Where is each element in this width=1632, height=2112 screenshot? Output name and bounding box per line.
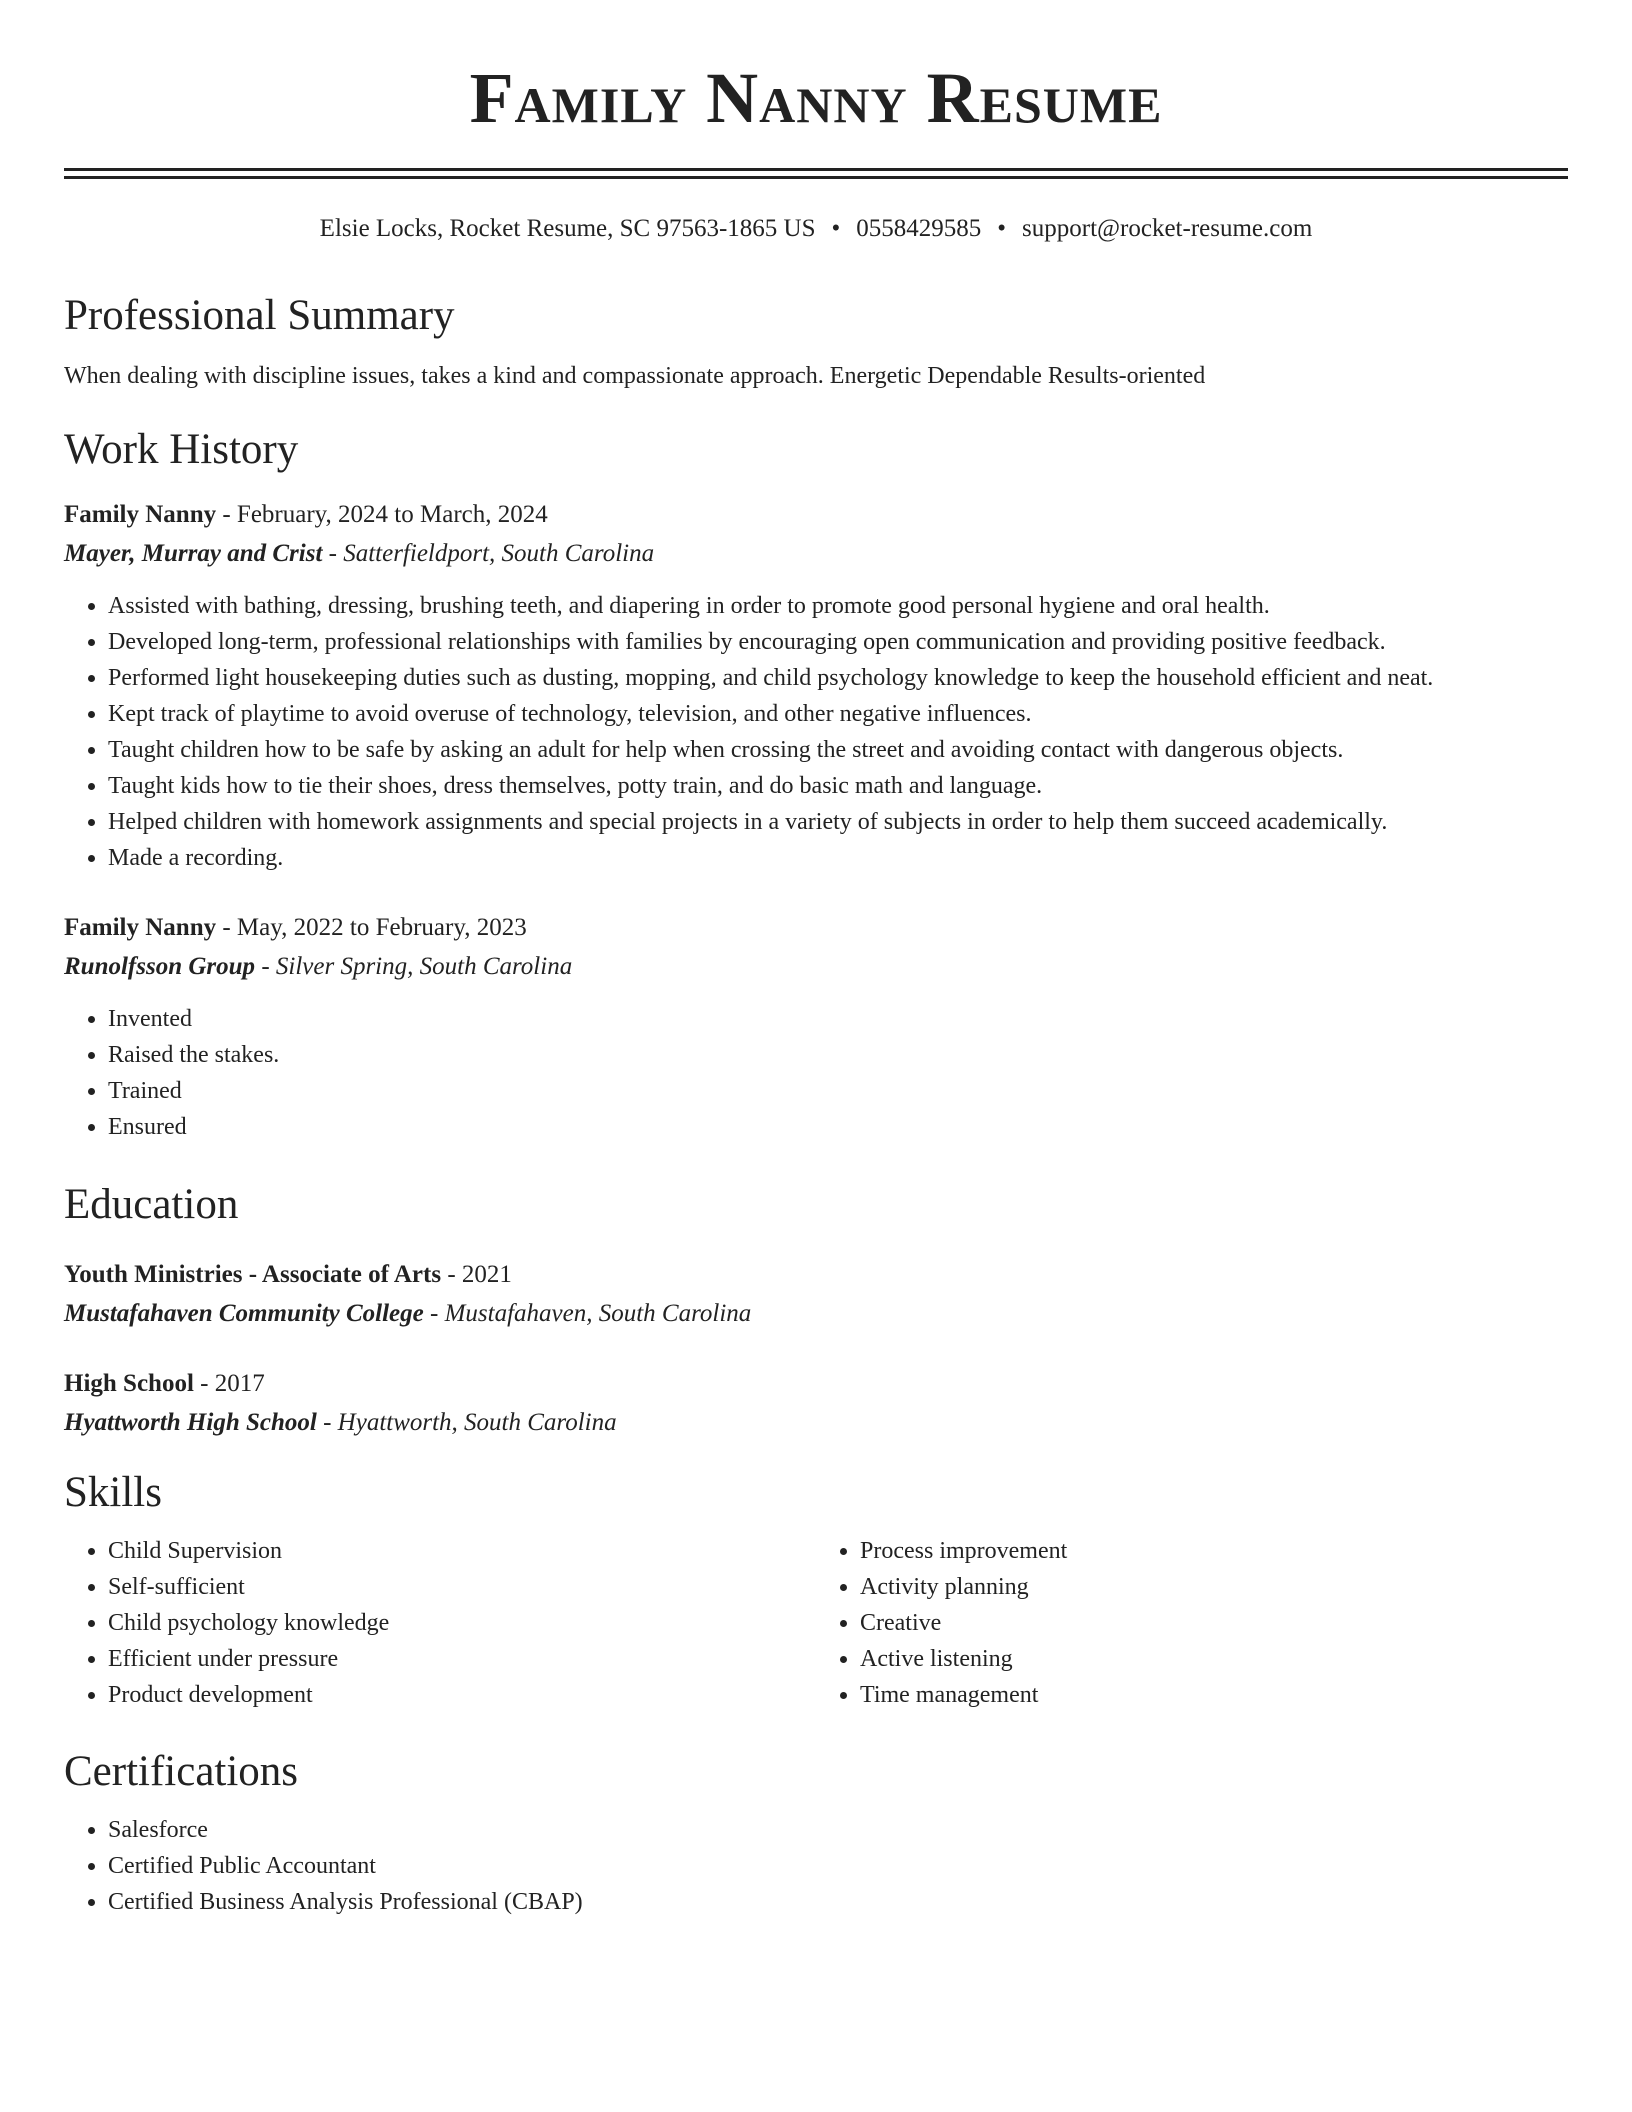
- contact-line: [64, 213, 1568, 245]
- list-item: • Child psychology knowledge: [108, 1605, 816, 1641]
- title-double-rule: [64, 168, 1568, 179]
- contact-separator: •: [997, 215, 1007, 242]
- section-heading-education: Education: [64, 1181, 239, 1228]
- job-title: Family Nanny: [64, 501, 217, 528]
- school-line: [64, 1403, 1568, 1443]
- list-item: • Certified Public Accountant: [108, 1848, 1568, 1884]
- education-entry: [64, 1256, 1568, 1334]
- job-title-line: [64, 909, 1568, 947]
- list-item: • Ensured: [108, 1109, 1568, 1145]
- section-heading-certifications: Certifications: [64, 1748, 299, 1795]
- list-item: • Process improvement: [860, 1533, 1568, 1569]
- education-entry: [64, 1365, 1568, 1443]
- contact-address: Elsie Locks, Rocket Resume, SC 97563-1865 US: [319, 215, 816, 242]
- degree-line: [64, 1256, 1568, 1294]
- education-section: [64, 1179, 1568, 1231]
- list-item: • Helped children with homework assignments and special projects in a variety of subjects in order to help them succeed academically.: [108, 804, 1568, 840]
- list-item: • Certified Business Analysis Professional (CBAP): [108, 1884, 1568, 1920]
- list-item: • Invented: [108, 1001, 1568, 1037]
- job-company: Runolfsson Group: [64, 953, 256, 980]
- job-dates: - February, 2024 to March, 2024: [216, 501, 548, 528]
- section-heading-work-history: Work History: [64, 426, 299, 473]
- job-company: Mayer, Murray and Crist: [64, 540, 323, 567]
- list-item: • Self-sufficient: [108, 1569, 816, 1605]
- job-entry: [64, 496, 1568, 876]
- school-location: - Mustafahaven, South Carolina: [423, 1300, 752, 1327]
- list-item: • Raised the stakes.: [108, 1037, 1568, 1073]
- skills-list-right: [816, 1533, 1568, 1713]
- job-bullets: [64, 1001, 1568, 1145]
- degree: High School: [64, 1370, 194, 1397]
- summary-section: [64, 290, 1568, 392]
- list-item: • Developed long-term, professional relationships with families by encouraging open communication and providing positive feedback.: [108, 624, 1568, 660]
- certifications-section: [64, 1746, 1568, 1920]
- list-item: • Active listening: [860, 1641, 1568, 1677]
- list-item: • Efficient under pressure: [108, 1641, 816, 1677]
- list-item: • Creative: [860, 1605, 1568, 1641]
- job-dates: - May, 2022 to February, 2023: [216, 914, 527, 941]
- list-item: • Time management: [860, 1677, 1568, 1713]
- list-item: • Made a recording.: [108, 840, 1568, 876]
- certifications-list: [64, 1812, 1568, 1920]
- list-item: • Kept track of playtime to avoid overuse of technology, television, and other negative influences.: [108, 696, 1568, 732]
- skills-grid: [64, 1533, 1568, 1713]
- job-title-line: [64, 496, 1568, 534]
- job-title: Family Nanny: [64, 914, 217, 941]
- page-title: Family Nanny Resume: [469, 58, 1163, 138]
- job-entry: [64, 909, 1568, 1145]
- job-company-line: [64, 534, 1568, 574]
- list-item: • Activity planning: [860, 1569, 1568, 1605]
- section-heading-skills: Skills: [64, 1469, 162, 1516]
- contact-separator: •: [831, 215, 841, 242]
- job-bullets: [64, 588, 1568, 876]
- list-item: • Performed light housekeeping duties such as dusting, mopping, and child psychology knowledge to keep the household efficient and neat.: [108, 660, 1568, 696]
- degree-year: - 2021: [441, 1261, 512, 1288]
- degree-year: - 2017: [193, 1370, 265, 1397]
- school-location: - Hyattworth, South Carolina: [316, 1409, 617, 1436]
- list-item: • Salesforce: [108, 1812, 1568, 1848]
- school-line: [64, 1294, 1568, 1334]
- contact-email: support@rocket-resume.com: [1022, 215, 1313, 242]
- list-item: • Trained: [108, 1073, 1568, 1109]
- degree-line: [64, 1365, 1568, 1403]
- degree: Youth Ministries - Associate of Arts: [64, 1261, 442, 1288]
- school-name: Hyattworth High School: [64, 1409, 317, 1436]
- list-item: • Taught children how to be safe by asking an adult for help when crossing the street and avoiding contact with dangerous objects.: [108, 732, 1568, 768]
- school-name: Mustafahaven Community College: [64, 1300, 424, 1327]
- section-heading-summary: Professional Summary: [64, 292, 455, 339]
- list-item: • Assisted with bathing, dressing, brushing teeth, and diapering in order to promote good personal hygiene and oral health.: [108, 588, 1568, 624]
- list-item: • Product development: [108, 1677, 816, 1713]
- job-company-line: [64, 947, 1568, 987]
- skills-section: [64, 1467, 1568, 1713]
- work-history-section: [64, 424, 1568, 476]
- contact-phone: 0558429585: [856, 215, 982, 242]
- job-location: - Silver Spring, South Carolina: [255, 953, 573, 980]
- list-item: • Child Supervision: [108, 1533, 816, 1569]
- skills-list-left: [64, 1533, 816, 1713]
- summary-text: When dealing with discipline issues, takes a kind and compassionate approach. Energetic Dependable Results-oriented: [64, 363, 1206, 389]
- resume-page: [64, 0, 1568, 1915]
- job-location: - Satterfieldport, South Carolina: [322, 540, 655, 567]
- list-item: • Taught kids how to tie their shoes, dress themselves, potty train, and do basic math and language.: [108, 768, 1568, 804]
